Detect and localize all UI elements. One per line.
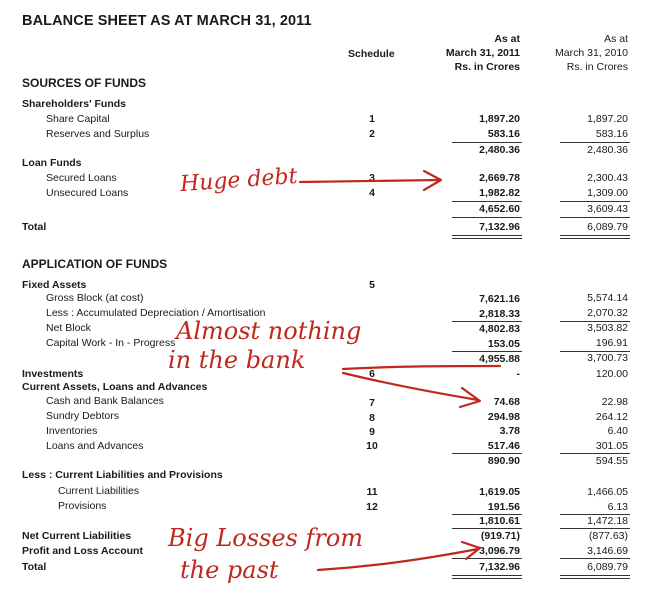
annotation-almost-nothing: Almost nothing xyxy=(176,317,362,345)
share-capital-label: Share Capital xyxy=(46,113,110,125)
cwip-2010: 196.91 xyxy=(595,337,628,349)
current-liabilities-subtotal-2010: 1,472.18 xyxy=(587,515,628,527)
current-liabilities-schedule: 11 xyxy=(366,486,378,498)
current-liabilities-subtotal-2011: 1,810.61 xyxy=(479,515,520,527)
share-capital-2011: 1,897.20 xyxy=(479,113,520,125)
fixed-assets-schedule: 5 xyxy=(369,279,375,291)
debtors-schedule: 8 xyxy=(369,412,375,424)
annotation-the-past: the past xyxy=(180,556,279,584)
provisions-2010: 6.13 xyxy=(607,501,628,513)
profit-loss-2010: 3,146.69 xyxy=(587,545,628,557)
bank-arrow-lower xyxy=(343,373,478,400)
investments-label: Investments xyxy=(22,368,84,380)
fixed-subtotal-2010: 3,700.73 xyxy=(587,352,628,364)
annotation-big-losses: Big Losses from xyxy=(168,524,364,552)
investments-2011: - xyxy=(516,368,520,380)
reserves-label: Reserves and Surplus xyxy=(46,128,150,140)
column-header-2011-line2: March 31, 2011 xyxy=(445,47,520,59)
inventories-label: Inventories xyxy=(46,425,98,437)
profit-loss-label: Profit and Loss Account xyxy=(22,545,143,557)
sources-total-label: Total xyxy=(22,221,47,233)
secured-loans-schedule: 3 xyxy=(369,172,375,184)
cwip-2011: 153.05 xyxy=(487,338,520,350)
column-header-2010-line2: March 31, 2010 xyxy=(555,47,628,59)
cash-2010: 22.98 xyxy=(601,396,628,408)
loans-advances-schedule: 10 xyxy=(366,440,378,452)
sources-total-2011: 7,132.96 xyxy=(479,221,520,233)
current-liabilities-2011: 1,619.05 xyxy=(479,486,520,498)
annotation-huge-debt: Huge debt xyxy=(179,163,299,198)
profit-loss-2011: 3,096.79 xyxy=(479,545,520,557)
share-capital-schedule: 1 xyxy=(369,113,375,125)
secured-loans-2011: 2,669.78 xyxy=(479,172,520,184)
provisions-schedule: 12 xyxy=(366,501,378,513)
fixed-assets-heading: Fixed Assets xyxy=(22,279,87,291)
provisions-2011: 191.56 xyxy=(487,501,520,513)
debtors-2011: 294.98 xyxy=(487,411,520,423)
current-liabilities-2010: 1,466.05 xyxy=(587,486,628,498)
cash-schedule: 7 xyxy=(369,397,375,409)
cash-label: Cash and Bank Balances xyxy=(46,395,164,407)
net-block-label: Net Block xyxy=(46,322,91,334)
depreciation-2011: 2,818.33 xyxy=(479,308,520,320)
loans-advances-2011: 517.46 xyxy=(487,440,520,452)
application-heading: APPLICATION OF FUNDS xyxy=(22,257,168,271)
shareholders-heading: Shareholders' Funds xyxy=(22,98,127,110)
provisions-label: Provisions xyxy=(58,500,107,512)
unsecured-loans-label: Unsecured Loans xyxy=(46,187,129,199)
current-assets-heading: Current Assets, Loans and Advances xyxy=(22,381,208,393)
debtors-2010: 264.12 xyxy=(595,411,628,423)
investments-schedule: 6 xyxy=(369,368,375,380)
inventories-2011: 3.78 xyxy=(499,425,520,437)
net-current-2011: (919.71) xyxy=(480,530,520,542)
shareholders-subtotal-2011: 2,480.36 xyxy=(479,144,520,156)
column-header-2010-line1: As at xyxy=(604,33,628,45)
net-current-label: Net Current Liabilities xyxy=(22,530,132,542)
column-header-2011-line3: Rs. in Crores xyxy=(454,61,520,73)
loans-advances-2010: 301.05 xyxy=(595,440,628,452)
cwip-label: Capital Work - In - Progress xyxy=(46,337,176,349)
debt-arrow xyxy=(300,180,440,182)
share-capital-2010: 1,897.20 xyxy=(587,113,628,125)
cash-2011: 74.68 xyxy=(493,396,520,408)
losses-arrow xyxy=(318,549,478,570)
debtors-label: Sundry Debtors xyxy=(46,410,119,422)
fixed-subtotal-2011: 4,955.88 xyxy=(479,353,520,365)
depreciation-label: Less : Accumulated Depreciation / Amortisation xyxy=(46,307,266,319)
current-liabilities-label: Current Liabilities xyxy=(58,485,140,497)
net-block-2010: 3,503.82 xyxy=(587,322,628,334)
application-total-2011: 7,132.96 xyxy=(479,561,520,573)
unsecured-loans-2010: 1,309.00 xyxy=(587,187,628,199)
reserves-2010: 583.16 xyxy=(595,128,628,140)
inventories-schedule: 9 xyxy=(369,426,375,438)
gross-block-2011: 7,621.16 xyxy=(479,293,520,305)
sources-heading: SOURCES OF FUNDS xyxy=(22,76,147,90)
current-assets-subtotal-2011: 890.90 xyxy=(487,455,520,467)
sources-total-2010: 6,089.79 xyxy=(587,221,628,233)
application-total-label: Total xyxy=(22,561,47,573)
current-assets-subtotal-2010: 594.55 xyxy=(595,455,628,467)
depreciation-2010: 2,070.32 xyxy=(587,307,628,319)
unsecured-loans-2011: 1,982.82 xyxy=(479,187,520,199)
current-liabilities-heading: Less : Current Liabilities and Provisions xyxy=(22,469,223,481)
reserves-2011: 583.16 xyxy=(487,128,520,140)
annotation-in-the-bank: in the bank xyxy=(168,346,306,374)
page-title: BALANCE SHEET AS AT MARCH 31, 2011 xyxy=(22,13,312,29)
net-current-2010: (877.63) xyxy=(588,530,628,542)
schedule-header: Schedule xyxy=(348,48,395,60)
net-block-2011: 4,802.83 xyxy=(479,323,520,335)
column-header-2010-line3: Rs. in Crores xyxy=(566,61,628,73)
reserves-schedule: 2 xyxy=(369,128,375,140)
unsecured-loans-schedule: 4 xyxy=(369,187,375,199)
shareholders-subtotal-2010: 2,480.36 xyxy=(587,144,628,156)
loan-funds-heading: Loan Funds xyxy=(22,157,82,169)
bank-arrow-upper xyxy=(343,366,500,369)
secured-loans-2010: 2,300.43 xyxy=(587,172,628,184)
loans-advances-label: Loans and Advances xyxy=(46,440,144,452)
inventories-2010: 6.40 xyxy=(607,425,628,437)
loans-subtotal-2010: 3,609.43 xyxy=(587,203,628,215)
loans-subtotal-2011: 4,652.60 xyxy=(479,203,520,215)
column-header-2011-line1: As at xyxy=(494,33,520,45)
gross-block-label: Gross Block (at cost) xyxy=(46,292,144,304)
secured-loans-label: Secured Loans xyxy=(46,172,117,184)
gross-block-2010: 5,574.14 xyxy=(587,292,628,304)
investments-2010: 120.00 xyxy=(595,368,628,380)
application-total-2010: 6,089.79 xyxy=(587,561,628,573)
